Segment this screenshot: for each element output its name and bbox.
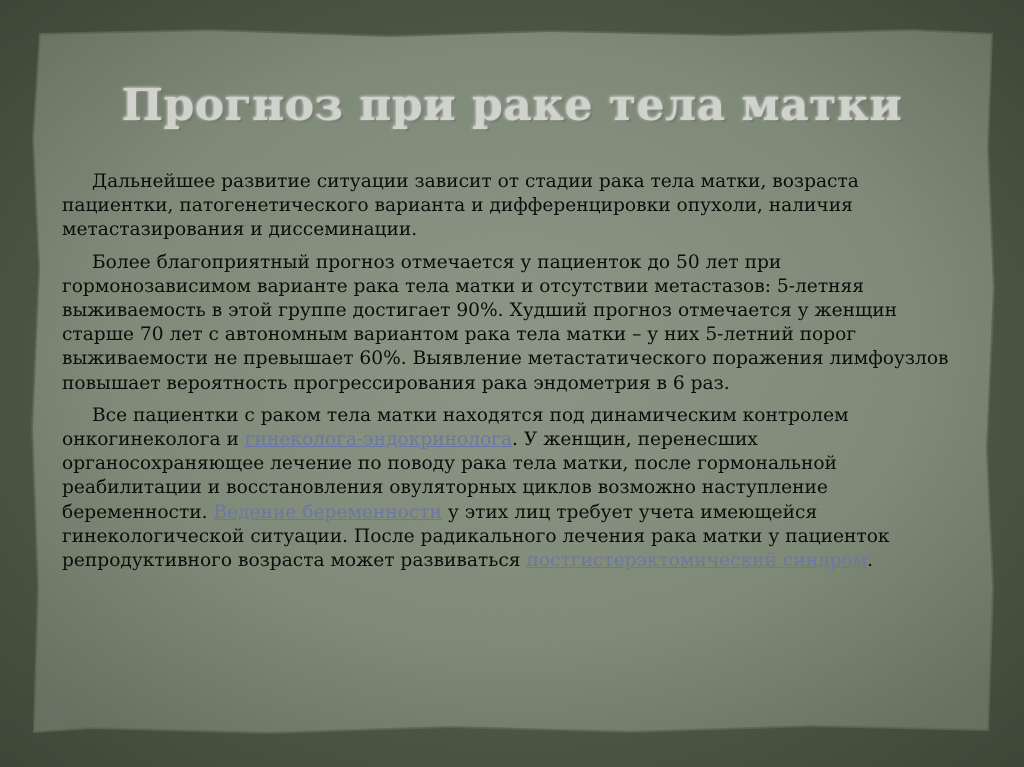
slide-title: Прогноз при раке тела матки	[121, 80, 903, 131]
paragraph-3-text-c: у этих лиц требует учета имеющейся гинекологической ситуации. После радикального лечения рака матки у пациенток репродуктивного возраста может развиваться	[62, 501, 890, 572]
paragraph-3-text-b: . У женщин, перенесших органосохраняющее лечение по поводу рака тела матки, после гормональной реабилитации и восстановления овуляторных циклов возможно наступление беременности.	[62, 429, 837, 523]
link-posthysterectomy-syndrome[interactable]: постгистерэктомический синдром	[526, 550, 868, 572]
paragraph-3-text-d: .	[867, 550, 874, 572]
link-gynecologist-endocrinologist[interactable]: гинеколога-эндокринолога	[244, 429, 513, 451]
link-pregnancy-management[interactable]: Ведение беременности	[213, 501, 442, 523]
paragraph-3	[62, 404, 952, 573]
slide-body	[62, 170, 952, 581]
paragraph-3-text-a: Все пациентки с раком тела матки находятся под динамическим контролем онкогинеколога и	[62, 404, 849, 451]
paragraph-2: Более благоприятный прогноз отмечается у пациенток до 50 лет при гормонозависимом варианте рака тела матки и отсутствии метастазов: 5-летняя выживаемость в этой группе достигает 90%. Худший прогноз отмечается у женщин старше 70 лет с автономным вариантом рака тела матки – у них 5-летний порог выживаемости не превышает 60%. Выявление метастатического поражения лимфоузлов повышает вероятность прогрессирования рака эндометрия в 6 раз.	[62, 251, 949, 394]
paragraph-1: Дальнейшее развитие ситуации зависит от стадии рака тела матки, возраста пациентки, патогенетического варианта и дифференцировки опухоли, наличия метастазирования и диссеминации.	[62, 171, 859, 241]
